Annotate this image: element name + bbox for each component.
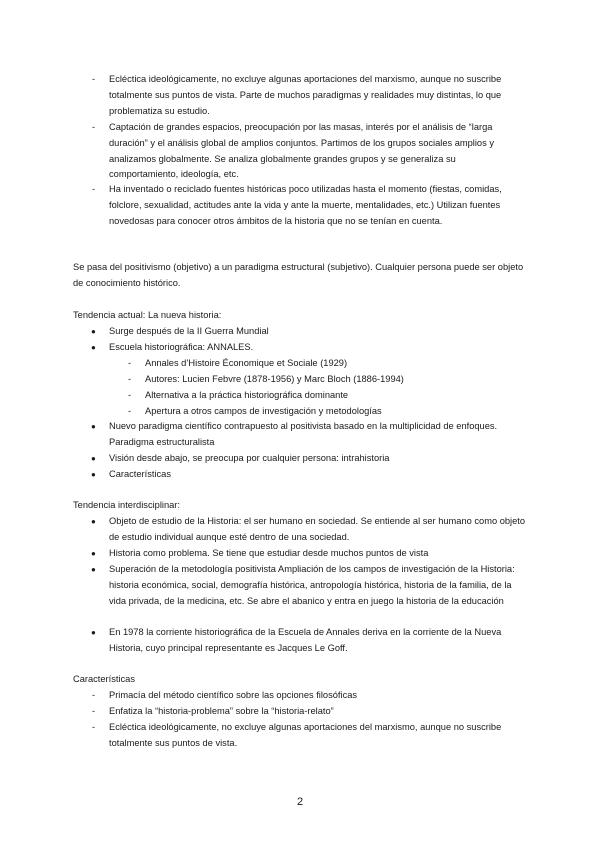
sub-list-item-text: Apertura a otros campos de investigación y metodologías — [145, 406, 382, 416]
list-item-text: Objeto de estudio de la Historia: el ser humano en sociedad. Se entiende al ser humano como objeto de estudio individual aunque esté dentro de una sociedad. — [109, 516, 526, 542]
list-item-text: Escuela historiográfica: ANNALES. — [109, 342, 254, 352]
paradigm-paragraph: Se pasa del positivismo (objetivo) a un paradigma estructural (subjetivo). Cualquier persona puede ser objeto de conocimiento histórico. — [73, 262, 524, 288]
list-item-text: Captación de grandes espacios, preocupación por las masas, interés por el análisis de “larga duración” y el análisis global de amplios conjuntos. Partimos de los grupos sociales amplios y analizamos globalmente. Se analiza globalmente grandes grupos y se generaliza su comportamiento, ideología, etc. — [109, 122, 494, 180]
bullet-marker: ● — [91, 517, 96, 526]
dash-marker: - — [128, 358, 132, 368]
list-item-text: Visión desde abajo, se preocupa por cualquier persona: intrahistoria — [109, 453, 390, 463]
list-item-text: En 1978 la corriente historiográfica de la Escuela de Annales deriva en la corriente de la Nueva Historia, cuyo principal representante es Jacques Le Goff. — [109, 627, 502, 653]
sub-list-item-text: Autores: Lucien Febvre (1878-1956) y Marc Bloch (1886-1994) — [145, 374, 404, 384]
list-item-text: Enfatiza la “historia-problema” sobre la “historia-relato” — [109, 706, 334, 716]
list-item-text: Características — [109, 469, 171, 479]
bullet-marker: ● — [91, 343, 96, 352]
bullet-marker: ● — [91, 422, 96, 431]
section-heading-current: Tendencia actual: La nueva historia: — [73, 310, 222, 320]
list-item-text: Historia como problema. Se tiene que estudiar desde muchos puntos de vista — [109, 548, 429, 558]
dash-marker: - — [92, 74, 96, 84]
dash-marker: - — [128, 390, 132, 400]
list-item-text: Primacía del método científico sobre las opciones filosóficas — [109, 690, 358, 700]
bullet-marker: ● — [91, 454, 96, 463]
list-item-text: Ha inventado o reciclado fuentes históricas poco utilizadas hasta el momento (fiestas, comidas, folclore, sexualidad, actitudes ante la vida y ante la muerte, mentalidades, etc.) Utilizan fuentes novedosas para conocer otros ámbitos de la historia que no se tenían en cuenta. — [109, 184, 502, 226]
dash-marker: - — [92, 722, 96, 732]
dash-marker: - — [92, 122, 96, 132]
page-number: 2 — [296, 796, 304, 808]
dash-marker: - — [92, 690, 96, 700]
bullet-marker: ● — [91, 565, 96, 574]
sub-list-item-text: Annales d’Histoire Économique et Sociale (1929) — [145, 358, 348, 368]
list-item-text: Ecléctica ideológicamente, no excluye algunas aportaciones del marxismo, aunque no suscribe totalmente sus puntos de vista. — [109, 722, 502, 748]
bullet-marker: ● — [91, 470, 96, 479]
sub-list-item-text: Alternativa a la práctica historiográfica dominante — [145, 390, 349, 400]
list-item-text: Surge después de la II Guerra Mundial — [109, 326, 269, 336]
dash-marker: - — [128, 374, 132, 384]
section-heading-interdisciplinary: Tendencia interdisciplinar: — [73, 500, 180, 510]
dash-marker: - — [128, 406, 132, 416]
bullet-marker: ● — [91, 549, 96, 558]
list-item-text: Ecléctica ideológicamente, no excluye algunas aportaciones del marxismo, aunque no suscribe totalmente sus puntos de vista. Parte de muchos paradigmas y realidades muy distintas, lo que problematiza su estudio. — [109, 74, 502, 116]
list-item-text: Superación de la metodología positivista Ampliación de los campos de investigación de la Historia: historia económica, social, demografía histórica, antropología histórica, historia de la familia, de la vida privada, de la medicina, etc. Se abre el abanico y entra en juego la historia de la educación — [109, 564, 515, 606]
bullet-marker: ● — [91, 327, 96, 336]
section-heading-characteristics: Características — [73, 674, 135, 684]
dash-marker: - — [92, 706, 96, 716]
list-item-text: Nuevo paradigma científico contrapuesto al positivista basado en la multiplicidad de enfoques. Paradigma estructuralista — [109, 421, 498, 447]
dash-marker: - — [92, 184, 96, 194]
bullet-marker: ● — [91, 628, 96, 637]
